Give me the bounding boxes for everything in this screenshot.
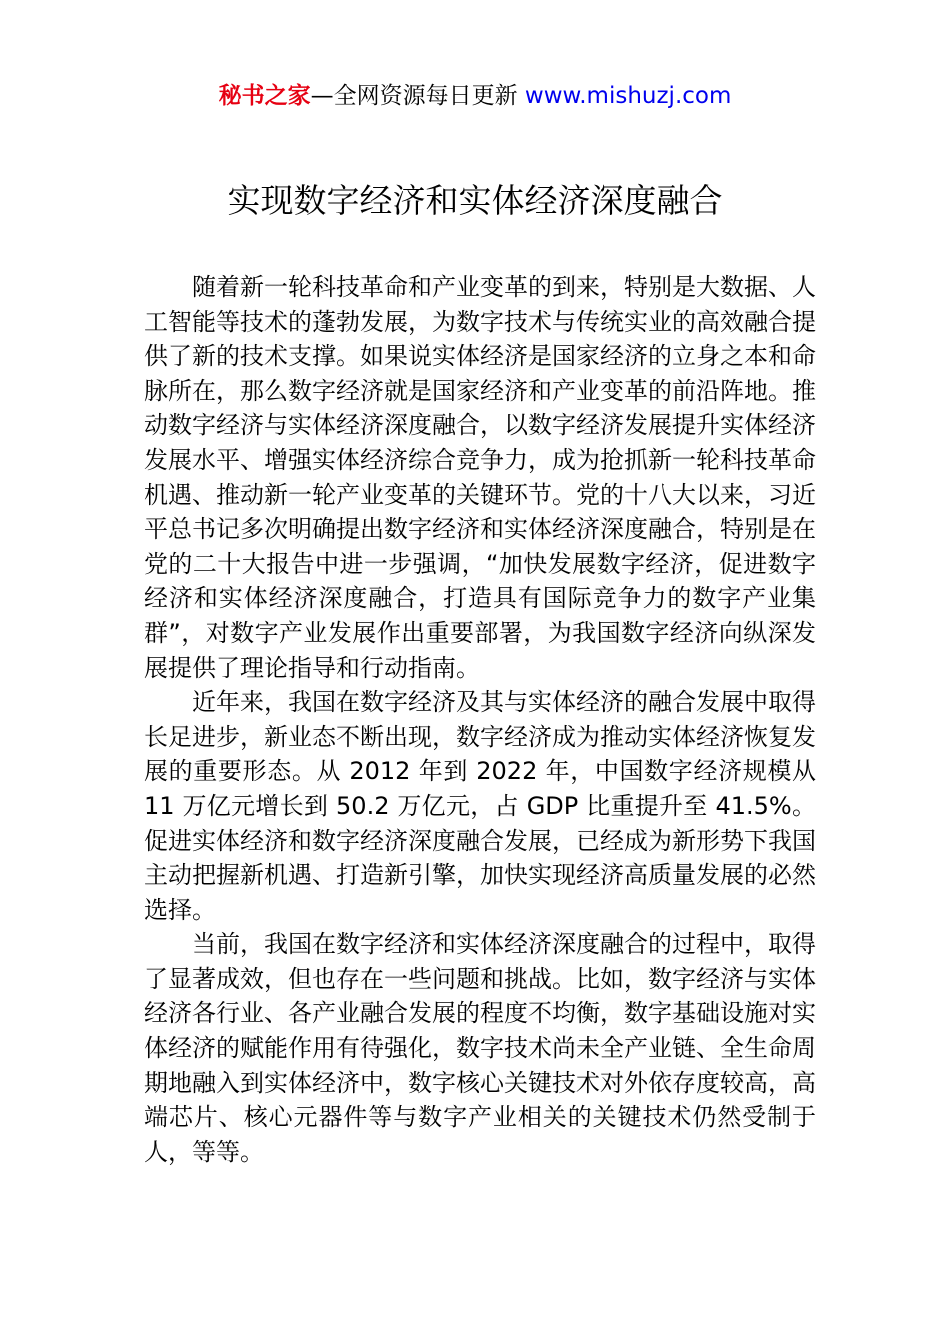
site-url-link[interactable]: www.mishuzj.com [524,83,732,109]
site-header [0,80,950,112]
paragraph-2: 近年来，我国在数字经济及其与实体经济的融合发展中取得长足进步，新业态不断出现，数字经济成为推动实体经济恢复发展的重要形态。从 2012 年到 2022 年，中国数字经济规模从 11 万亿元增长到 50.2 万亿元，占 GDP 比重提升至 41.5%。促进实体经济和数字经济深度融合发展，已经成为新形势下我国主动把握新机遇、打造新引擎，加快实现经济高质量发展的必然选择。 [144,688,816,924]
site-brand: 秘书之家 [218,83,311,109]
paragraph-1: 随着新一轮科技革命和产业变革的到来，特别是大数据、人工智能等技术的蓬勃发展，为数字技术与传统实业的高效融合提供了新的技术支撑。如果说实体经济是国家经济的立身之本和命脉所在，那么数字经济就是国家经济和产业变革的前沿阵地。推动数字经济与实体经济深度融合，以数字经济发展提升实体经济发展水平、增强实体经济综合竞争力，成为抢抓新一轮科技革命机遇、推动新一轮产业变革的关键环节。党的十八大以来，习近平总书记多次明确提出数字经济和实体经济深度融合，特别是在党的二十大报告中进一步强调，“加快发展数字经济，促进数字经济和实体经济深度融合，打造具有国际竞争力的数字产业集群”，对数字产业发展作出重要部署，为我国数字经济向纵深发展提供了理论指导和行动指南。 [144,273,816,682]
document-body [144,270,816,1169]
paragraph-3: 当前，我国在数字经济和实体经济深度融合的过程中，取得了显著成效，但也存在一些问题和挑战。比如，数字经济与实体经济各行业、各产业融合发展的程度不均衡，数字基础设施对实体经济的赋能作用有待强化，数字技术尚未全产业链、全生命周期地融入到实体经济中，数字核心关键技术对外依存度较高，高端芯片、核心元器件等与数字产业相关的关键技术仍然受制于人，等等。 [144,930,816,1166]
site-tagline: —全网资源每日更新 [310,83,525,109]
document-title: 实现数字经济和实体经济深度融合 [227,181,723,220]
